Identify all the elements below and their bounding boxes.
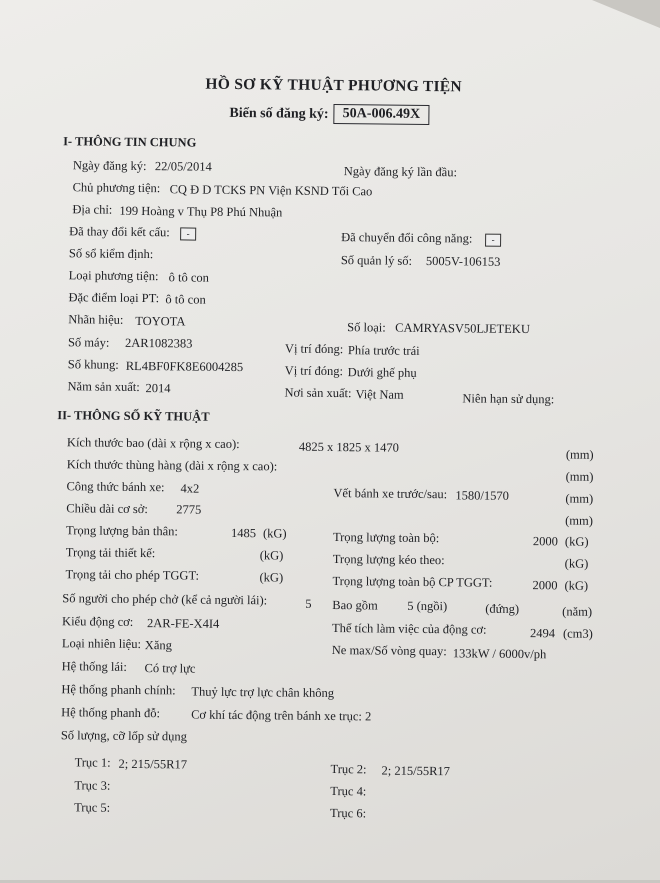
engine-number-value: 2AR1082383 xyxy=(124,335,193,351)
manufacture-year-label: Năm sản xuất: xyxy=(67,379,140,395)
curb-weight-unit: (kG) xyxy=(262,526,287,541)
fuel-type-value: Xăng xyxy=(144,638,172,653)
manufacture-place-label: Nơi sản xuất: xyxy=(284,385,352,401)
gross-weight-unit: (kG) xyxy=(564,534,589,549)
gross-weight-value: 2000 xyxy=(532,534,559,549)
structure-changed-label: Đã thay đổi kết cấu: xyxy=(69,224,170,240)
manufacture-place-value: Việt Nam xyxy=(355,387,404,402)
vehicle-feature-value: ô tô con xyxy=(165,292,206,307)
displacement-unit: (cm3) xyxy=(562,626,593,641)
wheel-formula-value: 4x2 xyxy=(180,481,200,496)
function-changed-label: Đã chuyển đổi công năng: xyxy=(341,230,473,246)
steering-system-label: Hệ thống lái: xyxy=(61,659,127,674)
brand-label: Nhãn hiệu: xyxy=(68,312,124,327)
axle4-label: Trục 4: xyxy=(330,784,367,799)
management-number-label: Số quản lý số: xyxy=(340,253,413,268)
address-value: 199 Hoàng v Thụ P8 Phú Nhuận xyxy=(119,203,283,220)
permitted-payload-label: Trọng tải cho phép TGGT: xyxy=(65,567,200,583)
manufacture-year-value: 2014 xyxy=(145,381,171,396)
wheel-formula-label: Công thức bánh xe: xyxy=(66,479,165,495)
address-label: Địa chỉ: xyxy=(72,202,113,217)
passenger-capacity-label: Số người cho phép chở (kể cả người lái): xyxy=(62,591,268,608)
chassis-number-value: RL4BF0FK8E6004285 xyxy=(125,358,244,375)
curb-weight-value: 1485 xyxy=(230,525,257,541)
max-power-value: 133kW / 6000v/ph xyxy=(452,646,547,662)
tire-info-label: Số lượng, cỡ lốp sử dụng xyxy=(60,728,188,744)
cargo-dimensions-unit: (mm) xyxy=(565,469,594,484)
model-code-value: CAMRYASV50LJETEKU xyxy=(395,320,530,337)
chassis-stamp-location-label: Vị trí đóng: xyxy=(284,363,344,379)
document-title: HỒ SƠ KỸ THUẬT PHƯƠNG TIỆN xyxy=(205,75,463,96)
chassis-stamp-location-value: Dưới ghế phụ xyxy=(347,365,417,380)
wheelbase-value: 2775 xyxy=(176,502,202,517)
brand-value: TOYOTA xyxy=(135,313,186,329)
engine-stamp-location-label: Vị trí đóng: xyxy=(284,341,344,357)
max-power-label: Ne max/Số vòng quay: xyxy=(331,643,447,659)
parking-brake-label: Hệ thống phanh đỗ: xyxy=(61,705,161,721)
wheelbase-unit: (mm) xyxy=(565,513,594,528)
management-number-value: 5005V-106153 xyxy=(425,253,501,269)
steering-system-value: Có trợ lực xyxy=(144,661,196,676)
plate-label: Biển số đăng ký: xyxy=(229,105,329,122)
owner-label: Chủ phương tiện: xyxy=(72,180,161,196)
displacement-value: 2494 xyxy=(529,626,556,641)
overall-dimensions-value: 4825 x 1825 x 1470 xyxy=(298,439,399,455)
function-changed-checkbox: - xyxy=(485,234,501,247)
first-registration-date-label: Ngày đăng ký lần đầu: xyxy=(343,164,458,180)
permitted-gross-weight-label: Trọng lượng toàn bộ CP TGGT: xyxy=(332,574,493,590)
axle1-value: 2; 215/55R17 xyxy=(118,756,188,772)
displacement-label: Thể tích làm việc của động cơ: xyxy=(331,621,487,637)
service-life-label: Niên hạn sử dụng: xyxy=(462,391,555,407)
engine-type-label: Kiểu động cơ: xyxy=(62,614,134,629)
permitted-payload-unit: (kG) xyxy=(259,570,284,585)
chassis-number-label: Số khung: xyxy=(67,357,119,372)
seated-value: 5 (ngồi) xyxy=(407,598,448,614)
inspection-book-label: Số sổ kiểm định: xyxy=(68,246,154,262)
standing-label: (đứng) xyxy=(485,601,520,616)
main-brake-value: Thuỷ lực trợ lực chân không xyxy=(191,684,335,701)
owner-value: CQ Đ D TCKS PN Viện KSND Tối Cao xyxy=(169,182,373,199)
permitted-gross-weight-value: 2000 xyxy=(532,578,558,593)
axle2-label: Trục 2: xyxy=(330,762,367,777)
vehicle-feature-label: Đặc điểm loại PT: xyxy=(68,290,160,306)
track-width-label: Vết bánh xe trước/sau: xyxy=(333,486,448,502)
axle6-label: Trục 6: xyxy=(330,806,367,821)
passenger-capacity-value: 5 xyxy=(305,596,312,611)
registration-date-label: Ngày đăng ký: xyxy=(72,158,147,174)
passenger-unit: (năm) xyxy=(562,604,593,619)
curb-weight-label: Trọng lượng bản thân: xyxy=(65,523,178,539)
plate-number: 50A-006.49X xyxy=(333,104,429,125)
overall-dimensions-label: Kích thước bao (dài x rộng x cao): xyxy=(66,435,240,452)
structure-changed-checkbox: - xyxy=(180,227,196,240)
towing-weight-unit: (kG) xyxy=(564,556,589,571)
model-code-label: Số loại: xyxy=(347,320,386,335)
vehicle-type-label: Loại phương tiện: xyxy=(68,268,159,284)
design-payload-label: Trọng tải thiết kế: xyxy=(65,545,156,561)
parking-brake-value: Cơ khí tác động trên bánh xe trục: 2 xyxy=(191,707,372,724)
vehicle-type-value: ô tô con xyxy=(168,270,210,285)
permitted-gross-weight-unit: (kG) xyxy=(564,578,589,593)
track-width-unit: (mm) xyxy=(565,491,594,506)
cargo-dimensions-label: Kích thước thùng hàng (dài x rộng x cao): xyxy=(66,457,278,474)
wheelbase-label: Chiều dài cơ sở: xyxy=(66,501,148,517)
fuel-type-label: Loại nhiên liệu: xyxy=(61,636,142,652)
track-width-value: 1580/1570 xyxy=(455,488,509,503)
axle2-value: 2; 215/55R17 xyxy=(381,763,451,779)
engine-number-label: Số máy: xyxy=(67,335,110,350)
registration-date-value: 22/05/2014 xyxy=(154,159,212,174)
design-payload-unit: (kG) xyxy=(259,548,284,563)
section-technical-heading: II- THÔNG SỐ KỸ THUẬT xyxy=(57,408,210,424)
axle1-label: Trục 1: xyxy=(74,755,111,770)
engine-stamp-location-value: Phía trước trái xyxy=(347,343,420,358)
axle5-label: Trục 5: xyxy=(74,800,111,815)
section-general-heading: I- THÔNG TIN CHUNG xyxy=(63,134,197,150)
engine-type-value: 2AR-FE-X4I4 xyxy=(146,616,220,631)
overall-dimensions-unit: (mm) xyxy=(565,447,594,462)
towing-weight-label: Trọng lượng kéo theo: xyxy=(332,552,445,568)
main-brake-label: Hệ thống phanh chính: xyxy=(61,682,176,698)
gross-weight-label: Trọng lượng toàn bộ: xyxy=(332,530,440,546)
axle3-label: Trục 3: xyxy=(74,778,111,793)
includes-label: Bao gồm xyxy=(332,598,378,613)
